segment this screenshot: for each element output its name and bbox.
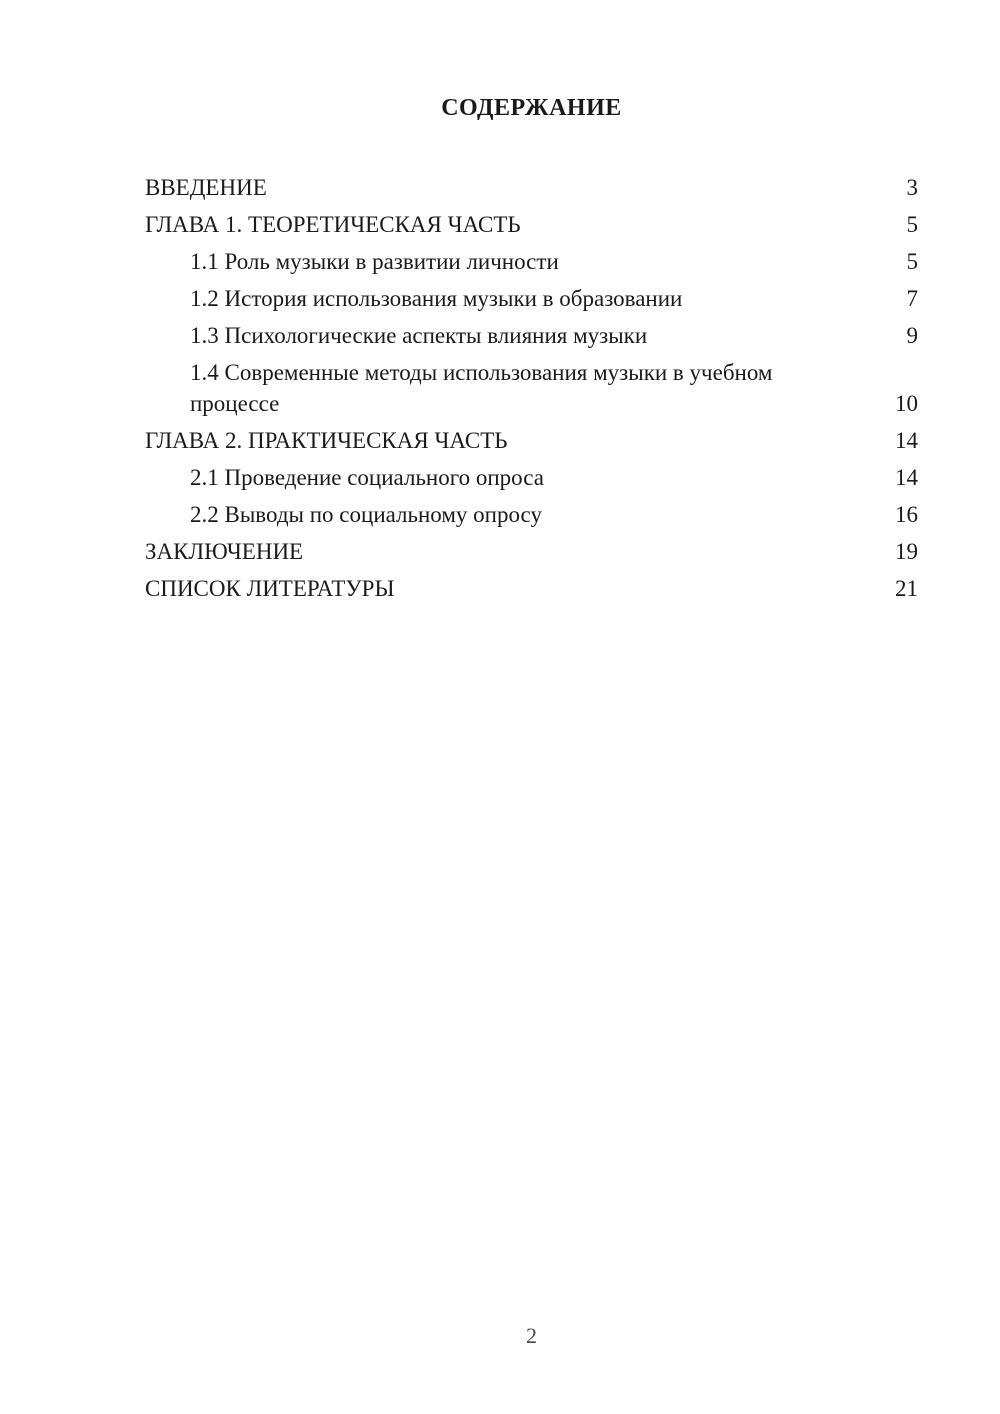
toc-entry-label: 2.1 Проведение социального опроса: [190, 465, 544, 490]
toc-entry-page-number: 7: [906, 286, 918, 311]
toc-entry-label: 1.1 Роль музыки в развитии личности: [190, 249, 559, 274]
toc-entry-2-2: [145, 499, 918, 530]
content-column: [145, 93, 918, 604]
toc-entry-page-number: 14: [895, 465, 918, 490]
page-title: СОДЕРЖАНИЕ: [441, 95, 622, 121]
toc-entry-label-line-1: 1.4 Современные методы использования музыки в учебном: [190, 360, 773, 385]
toc-entry-page-number: 16: [895, 502, 918, 527]
toc-entry-chapter-1: [145, 209, 918, 240]
toc-entry-label: 2.2 Выводы по социальному опросу: [190, 502, 542, 527]
toc-entry-page-number: 21: [895, 576, 918, 601]
toc-entry-label: ВВЕДЕНИЕ: [145, 175, 267, 200]
toc-entry-label: ГЛАВА 2. ПРАКТИЧЕСКАЯ ЧАСТЬ: [145, 428, 508, 453]
toc-entry-1-4: [145, 357, 918, 419]
toc-entry-label-line-2: процессе: [190, 391, 280, 416]
toc-entry-label: [145, 357, 772, 419]
toc-entry-page-number: 9: [906, 323, 918, 348]
toc-entry-conclusion: [145, 536, 918, 567]
toc-entry-chapter-2: [145, 425, 918, 456]
toc-entry-page-number: 5: [906, 249, 918, 274]
toc-entry-1-1: [145, 246, 918, 277]
toc-entry-page-number: 19: [895, 539, 918, 564]
table-of-contents: [145, 172, 918, 604]
toc-entry-1-3: [145, 320, 918, 351]
toc-entry-page-number: 14: [895, 428, 918, 453]
toc-entry-page-number: 3: [906, 175, 918, 200]
toc-entry-label: 1.3 Психологические аспекты влияния музыки: [190, 323, 648, 348]
toc-entry-label: СПИСОК ЛИТЕРАТУРЫ: [145, 576, 395, 601]
toc-entry-introduction: [145, 172, 918, 203]
toc-entry-label: ЗАКЛЮЧЕНИЕ: [145, 539, 304, 564]
toc-entry-2-1: [145, 462, 918, 493]
toc-entry-page-number: 10: [895, 391, 918, 416]
page-number-footer: 2: [526, 1323, 537, 1348]
toc-entry-label: 1.2 История использования музыки в образовании: [190, 286, 683, 311]
toc-entry-1-2: [145, 283, 918, 314]
toc-entry-bibliography: [145, 573, 918, 604]
toc-entry-page-number: 5: [906, 212, 918, 237]
toc-entry-label: ГЛАВА 1. ТЕОРЕТИЧЕСКАЯ ЧАСТЬ: [145, 212, 521, 237]
